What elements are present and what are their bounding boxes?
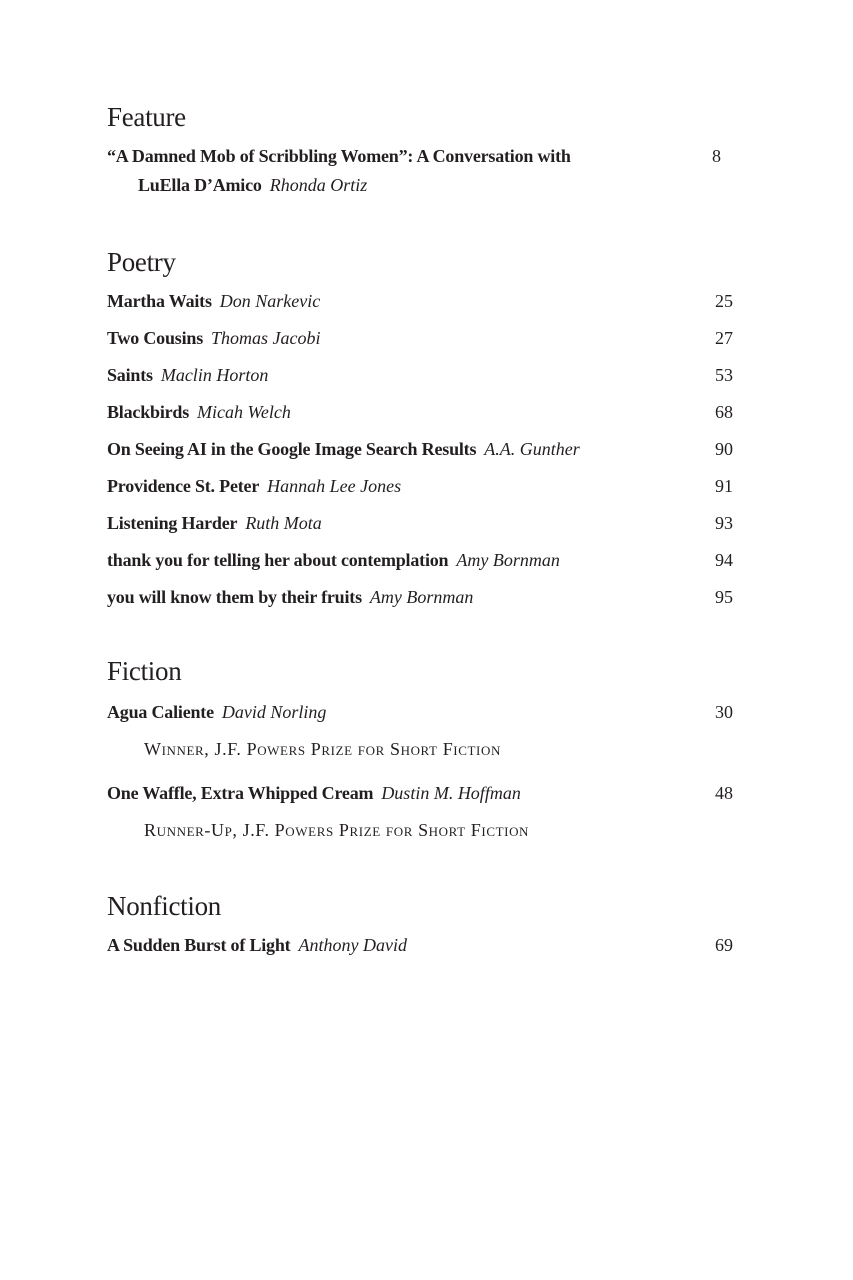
entry-author: David Norling xyxy=(221,702,327,722)
nonfiction-heading: Nonfiction xyxy=(107,891,221,921)
entry-page-number: 30 xyxy=(715,702,733,722)
entry-page-number: 90 xyxy=(715,439,733,459)
entry-award-note: Winner, J.F. Powers Prize for Short Fiction xyxy=(144,739,501,759)
entry-title: Saints xyxy=(107,365,153,385)
entry-page-number: 91 xyxy=(715,476,733,496)
entry-page-number: 93 xyxy=(715,513,733,533)
feature-heading: Feature xyxy=(107,102,186,132)
toc-entry[interactable] xyxy=(107,505,733,542)
toc-entry[interactable] xyxy=(107,320,733,357)
poetry-list xyxy=(107,283,747,616)
entry-page-number: 48 xyxy=(715,783,733,803)
entry-author: A.A. Gunther xyxy=(484,439,580,459)
entry-page-number: 95 xyxy=(715,587,733,607)
entry-title: thank you for telling her about contemplation xyxy=(107,550,449,570)
entry-title: Providence St. Peter xyxy=(107,476,260,496)
entry-page-number: 53 xyxy=(715,365,733,385)
toc-entry[interactable] xyxy=(107,542,733,579)
entry-author: Micah Welch xyxy=(197,402,291,422)
toc-entry[interactable] xyxy=(107,694,733,767)
toc-entry[interactable] xyxy=(107,431,733,468)
poetry-section xyxy=(107,246,747,616)
feature-section xyxy=(107,101,747,200)
entry-page-number: 8 xyxy=(712,146,721,166)
entry-author: Maclin Horton xyxy=(160,365,269,385)
entry-author: Amy Bornman xyxy=(456,550,560,570)
entry-page-number: 27 xyxy=(715,328,733,348)
entry-page-number: 69 xyxy=(715,935,733,955)
entry-author: Hannah Lee Jones xyxy=(267,476,402,496)
fiction-list xyxy=(107,694,747,848)
toc-entry[interactable] xyxy=(107,394,733,431)
toc-entry[interactable] xyxy=(107,927,733,964)
toc-entry[interactable] xyxy=(107,579,733,616)
entry-author: Thomas Jacobi xyxy=(211,328,321,348)
toc-entry[interactable] xyxy=(107,357,733,394)
poetry-heading: Poetry xyxy=(107,247,176,277)
entry-title: Agua Caliente xyxy=(107,702,214,722)
entry-author: Anthony David xyxy=(298,935,407,955)
entry-title: Listening Harder xyxy=(107,513,238,533)
nonfiction-section xyxy=(107,890,747,964)
entry-title-continued: LuElla D’Amico xyxy=(138,175,262,195)
toc-entry[interactable] xyxy=(107,142,721,200)
entry-author: Dustin M. Hoffman xyxy=(381,783,521,803)
entry-title: A Sudden Burst of Light xyxy=(107,935,291,955)
fiction-section xyxy=(107,655,747,856)
entry-title: Two Cousins xyxy=(107,328,204,348)
entry-title: “A Damned Mob of Scribbling Women”: A Conversation with xyxy=(107,146,571,166)
entry-author: Rhonda Ortiz xyxy=(269,175,368,195)
entry-title: Blackbirds xyxy=(107,402,190,422)
entry-author: Don Narkevic xyxy=(219,291,321,311)
entry-award-note: Runner-Up, J.F. Powers Prize for Short Fiction xyxy=(144,820,530,840)
toc-entry[interactable] xyxy=(107,283,733,320)
entry-page-number: 25 xyxy=(715,291,733,311)
entry-title: One Waffle, Extra Whipped Cream xyxy=(107,783,374,803)
toc-entry[interactable] xyxy=(107,775,733,848)
entry-title: On Seeing AI in the Google Image Search Results xyxy=(107,439,477,459)
fiction-heading: Fiction xyxy=(107,656,182,686)
entry-page-number: 68 xyxy=(715,402,733,422)
entry-page-number: 94 xyxy=(715,550,733,570)
nonfiction-list xyxy=(107,927,747,964)
entry-author: Ruth Mota xyxy=(245,513,322,533)
entry-title: Martha Waits xyxy=(107,291,212,311)
entry-author: Amy Bornman xyxy=(369,587,474,607)
entry-title: you will know them by their fruits xyxy=(107,587,362,607)
toc-entry[interactable] xyxy=(107,468,733,505)
